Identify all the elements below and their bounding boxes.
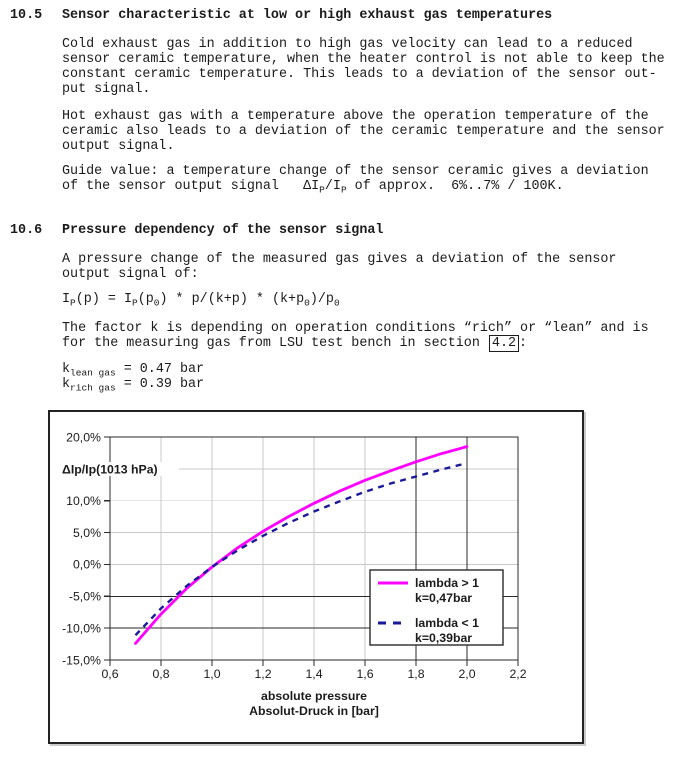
k-rich-gas-line: $k_{rich gas} = 0.39$ bar	[62, 377, 205, 394]
x-tick-labels	[101, 667, 526, 681]
text-line: Guide value: a temperature change of the sensor ceramic gives a deviation	[62, 164, 649, 179]
text-line: ceramic also leads to a deviation of the ceramic temperature and the sensor	[62, 124, 665, 139]
section-heading-10-5	[0, 8, 682, 23]
y-tick-label: 0,0%	[72, 557, 101, 572]
chart-legend	[370, 570, 503, 645]
y-tick-label: -15,0%	[62, 653, 101, 668]
y-tick-label: 10,0%	[66, 494, 101, 508]
k-values	[62, 362, 682, 392]
y-axis-title: ΔIp/Ip(1013 hPa)	[62, 462, 158, 477]
section-number: 10.5	[10, 8, 43, 23]
text-line: put signal.	[62, 82, 151, 97]
text-line: output signal of:	[62, 267, 199, 282]
x-axis-ticks	[110, 660, 518, 666]
section-title: Pressure dependency of the sensor signal	[62, 223, 384, 238]
section-heading-10-6	[0, 223, 682, 238]
x-tick-label: 1,2	[254, 667, 272, 681]
k-lean-gas-line: $k_{lean gas} = 0.47$ bar	[62, 362, 205, 379]
paragraph-factor-k	[62, 321, 682, 351]
x-tick-label: 1,4	[305, 667, 323, 681]
x-tick-label: 1,8	[407, 667, 425, 681]
text-line: constant ceramic temperature. This leads to a deviation of the sensor out-	[62, 67, 657, 82]
x-tick-label: 1,0	[203, 667, 221, 681]
x-tick-label: 1,6	[356, 667, 374, 681]
text-line: sensor ceramic temperature, when the heater control is not able to keep the	[62, 52, 665, 67]
text-line: A pressure change of the measured gas gives a deviation of the sensor	[62, 252, 617, 267]
x-tick-label: 2,0	[458, 667, 476, 681]
y-tick-label: 5,0%	[72, 525, 101, 540]
y-tick-label: 20,0%	[66, 430, 101, 445]
paragraph-cold-gas	[62, 37, 682, 97]
formula-line: $I_P(p) = I_P(p_0) * p/(k+p) * (k+p_0)/p_0$	[62, 292, 340, 309]
pressure-dependency-chart	[48, 410, 584, 744]
section-title: Sensor characteristic at low or high exhaust gas temperatures	[62, 8, 553, 23]
legend-label-lambda-lt-1: lambda < 1	[415, 616, 479, 630]
section-reference-link[interactable]: 4.2	[489, 335, 519, 352]
section-number: 10.6	[10, 223, 43, 238]
x-tick-label: 2,2	[509, 667, 527, 681]
legend-label-k047: k=0,47bar	[415, 591, 473, 605]
section-reference-line: for the measuring gas from LSU test bench in section 4.2 :	[62, 336, 528, 351]
paragraph-pressure-change	[62, 252, 682, 282]
paragraph-hot-gas	[62, 109, 682, 154]
text-line: Hot exhaust gas with a temperature above the operation temperature of the	[62, 109, 649, 124]
text-line: The factor k is depending on operation conditions “rich” or “lean” and is	[62, 321, 649, 336]
x-tick-label: 0,6	[101, 667, 119, 681]
pressure-formula	[62, 292, 682, 307]
chart-canvas	[50, 412, 582, 742]
guide-value-formula-line: of the sensor output signal $\Delta I_P/I_P$ of approx. 6%..7% / 100K.	[62, 179, 564, 196]
x-axis-title-de: Absolut-Druck in [bar]	[249, 704, 379, 718]
text-line: output signal.	[62, 139, 175, 154]
y-tick-label: -10,0%	[62, 621, 101, 636]
x-axis-title-en: absolute pressure	[261, 689, 367, 703]
x-tick-label: 0,8	[152, 667, 170, 681]
legend-label-lambda-gt-1: lambda > 1	[415, 576, 479, 590]
y-tick-label: -5,0%	[68, 589, 101, 604]
legend-label-k039: k=0,39bar	[415, 631, 473, 645]
text-line: Cold exhaust gas in addition to high gas velocity can lead to a reduced	[62, 37, 633, 52]
paragraph-guide-value	[62, 164, 682, 194]
